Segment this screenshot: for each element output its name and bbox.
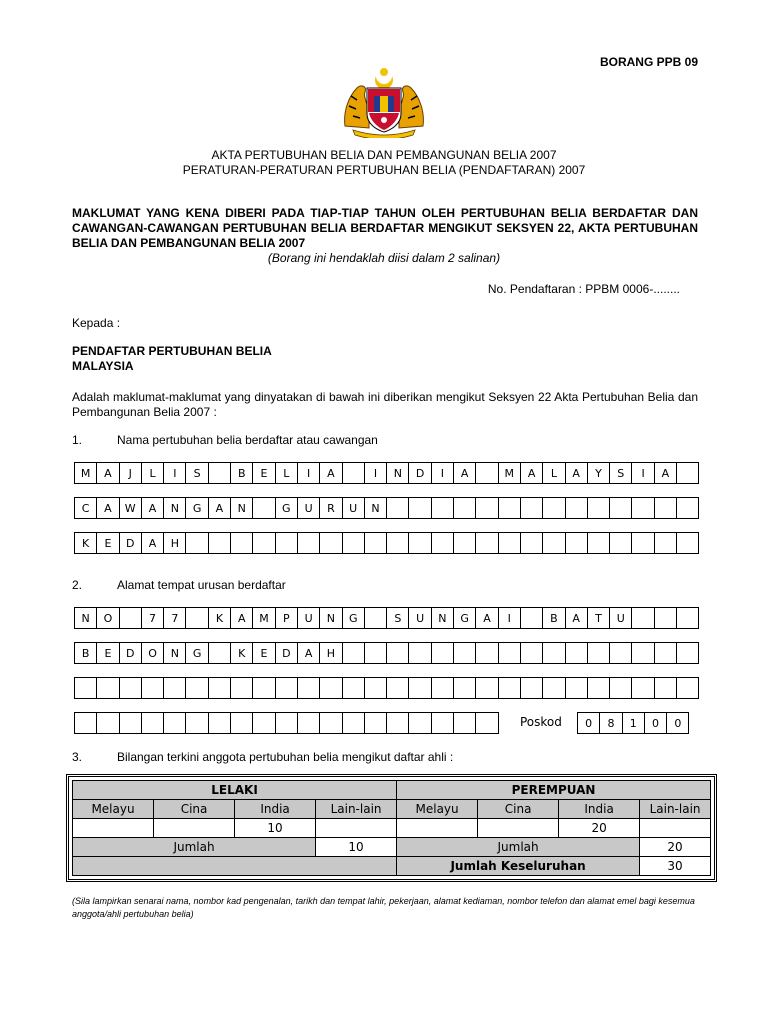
female-cina-value[interactable] [478,819,559,838]
address-row-3-cell[interactable] [566,678,588,699]
act-title: AKTA PERTUBUHAN BELIA DAN PEMBANGUNAN BELIA 2007 [211,148,557,162]
name-row-2-cell[interactable]: G [276,498,298,519]
q2-text: Alamat tempat urusan berdaftar [117,578,286,592]
name-row-3-cell[interactable] [186,533,208,554]
address-row-3-cell[interactable] [209,678,231,699]
male-col-india: India [235,800,316,819]
name-row-3-cell[interactable] [566,533,588,554]
name-row-2-cell[interactable] [588,498,610,519]
name-row-2-cell[interactable]: A [97,498,119,519]
poskod-field-cell[interactable]: 1 [623,713,645,734]
address-row-2-cell[interactable]: E [97,643,119,664]
name-row-3-cell[interactable]: A [142,533,164,554]
address-row-4-cell[interactable] [231,713,253,734]
intro-paragraph: Adalah maklumat-maklumat yang dinyatakan di bawah ini diberikan mengikut Seksyen 22 Akta Pertubuhan Belia dan Pembangunan Belia 2007 : [72,390,698,419]
name-row-1-cell[interactable] [343,463,365,484]
q3-text: Bilangan terkini anggota pertubuhan belia mengikut daftar ahli : [117,750,454,764]
female-col-melayu: Melayu [397,800,478,819]
name-row-3-cell[interactable] [432,533,454,554]
address-row-2-cell[interactable] [387,643,409,664]
form-code: BORANG PPB 09 [599,55,698,69]
address-row-4-cell[interactable] [120,713,142,734]
name-row-1-cell[interactable]: J [120,463,142,484]
address-row-2-cell[interactable] [543,643,565,664]
name-row-2-cell[interactable]: C [75,498,97,519]
address-row-3-cell[interactable] [543,678,565,699]
address-row-2-cell[interactable]: D [120,643,142,664]
address-row-4-cell[interactable] [320,713,342,734]
address-row-1-cell[interactable]: G [454,608,476,629]
address-row-4-cell[interactable] [454,713,476,734]
name-row-1-cell[interactable] [209,463,231,484]
registration-number: No. Pendaftaran : PPBM 0006-........ [487,282,680,296]
malaysia-coat-of-arms-icon [339,66,429,138]
address-row-4-cell[interactable] [209,713,231,734]
name-row-3-cell[interactable] [677,533,699,554]
address-row-4-cell[interactable] [75,713,97,734]
address-row-4[interactable] [74,712,499,734]
name-row-2-cell[interactable] [632,498,654,519]
q1-number: 1. [72,433,83,447]
regulation-title: PERATURAN-PERATURAN PERTUBUHAN BELIA (PENDAFTARAN) 2007 [182,163,586,177]
name-row-1-cell[interactable]: S [186,463,208,484]
address-row-2-cell[interactable]: B [75,643,97,664]
address-row-1-cell[interactable] [632,608,654,629]
poskod-field-cell[interactable]: 0 [645,713,667,734]
q1-text: Nama pertubuhan belia berdaftar atau cawangan [117,433,378,447]
name-row-1-cell[interactable]: L [276,463,298,484]
poskod-field-cell[interactable]: 0 [578,713,600,734]
registrar-address [72,344,272,374]
name-row-2-cell[interactable] [610,498,632,519]
address-row-4-cell[interactable] [476,713,498,734]
name-row-3-cell[interactable] [276,533,298,554]
name-row-1-cell[interactable]: M [75,463,97,484]
name-row-2-cell[interactable] [655,498,677,519]
grand-total-label: Jumlah Keseluruhan [397,857,640,876]
name-row-2-cell[interactable] [253,498,275,519]
name-row-2-cell[interactable]: U [298,498,320,519]
address-row-3-cell[interactable] [677,678,699,699]
address-row-1-cell[interactable] [677,608,699,629]
address-row-2-cell[interactable] [677,643,699,664]
address-row-3-cell[interactable] [365,678,387,699]
address-row-2-cell[interactable]: E [253,643,275,664]
address-row-2-cell[interactable] [209,643,231,664]
address-row-1-cell[interactable] [521,608,543,629]
address-row-1-cell[interactable]: U [610,608,632,629]
name-row-1-cell[interactable]: L [543,463,565,484]
address-row-2-cell[interactable] [476,643,498,664]
address-row-3-cell[interactable] [588,678,610,699]
footnote: (Sila lampirkan senarai nama, nombor kad pengenalan, tarikh dan tempat lahir, pekerjaan, alamat kediaman, nombor telefon dan alamat emel bagi kesemua anggota/ahli pertubuhan belia) [72,896,695,919]
male-india-value[interactable]: 10 [235,819,316,838]
address-row-4-cell[interactable] [343,713,365,734]
address-row-1-cell[interactable]: U [409,608,431,629]
poskod-field-cell[interactable]: 8 [600,713,622,734]
address-row-1-cell[interactable]: U [298,608,320,629]
name-row-3-cell[interactable] [476,533,498,554]
poskod-label: Poskod [520,715,562,729]
male-header: LELAKI [73,781,397,800]
name-row-2-cell[interactable] [677,498,699,519]
name-row-2[interactable] [74,497,699,519]
name-row-2-cell[interactable] [454,498,476,519]
address-row-1-cell[interactable]: N [320,608,342,629]
name-row-3-cell[interactable] [409,533,431,554]
address-row-3-cell[interactable] [186,678,208,699]
name-row-3-cell[interactable] [655,533,677,554]
address-row-1-cell[interactable] [186,608,208,629]
address-row-1-cell[interactable]: A [566,608,588,629]
name-row-1-cell[interactable] [476,463,498,484]
female-india-value[interactable]: 20 [559,819,640,838]
address-row-3-cell[interactable] [75,678,97,699]
male-col-melayu: Melayu [73,800,154,819]
to-label: Kepada : [72,316,121,330]
address-row-1-cell[interactable]: P [276,608,298,629]
male-total[interactable]: 10 [316,838,397,857]
name-row-3[interactable] [74,532,699,554]
name-row-2-cell[interactable] [409,498,431,519]
address-row-1-cell[interactable]: S [387,608,409,629]
name-row-2-cell[interactable]: G [186,498,208,519]
name-row-3-cell[interactable]: E [97,533,119,554]
name-row-2-cell[interactable]: N [164,498,186,519]
address-row-4-cell[interactable] [409,713,431,734]
address-row-2-cell[interactable] [610,643,632,664]
grand-total-spacer [73,857,397,876]
address-row-4-cell[interactable] [387,713,409,734]
name-row-1-cell[interactable]: N [387,463,409,484]
address-row-2-cell[interactable]: K [231,643,253,664]
name-row-1-cell[interactable]: A [320,463,342,484]
name-row-1-cell[interactable]: D [409,463,431,484]
address-row-2-cell[interactable] [409,643,431,664]
address-row-3-cell[interactable] [409,678,431,699]
name-row-1[interactable] [74,462,699,484]
name-row-1-cell[interactable]: I [632,463,654,484]
address-row-2-cell[interactable]: D [276,643,298,664]
address-row-3-cell[interactable] [164,678,186,699]
address-row-3-cell[interactable] [476,678,498,699]
name-row-1-cell[interactable]: I [164,463,186,484]
female-col-lain: Lain-lain [640,800,711,819]
address-row-1-cell[interactable]: N [432,608,454,629]
name-row-2-cell[interactable] [566,498,588,519]
name-row-2-cell[interactable] [521,498,543,519]
address-row-1-cell[interactable] [120,608,142,629]
name-row-3-cell[interactable]: D [120,533,142,554]
name-row-2-cell[interactable] [432,498,454,519]
address-row-1-cell[interactable]: N [75,608,97,629]
address-row-4-cell[interactable] [276,713,298,734]
name-row-3-cell[interactable] [343,533,365,554]
name-row-3-cell[interactable] [298,533,320,554]
poskod-field[interactable] [577,712,689,734]
address-row-1-cell[interactable]: B [543,608,565,629]
address-row-4-cell[interactable] [298,713,320,734]
members-table [66,774,717,882]
address-row-2-cell[interactable] [655,643,677,664]
name-row-1-cell[interactable]: A [97,463,119,484]
name-row-1-cell[interactable]: M [499,463,521,484]
female-col-cina: Cina [478,800,559,819]
male-col-cina: Cina [154,800,235,819]
name-row-1-cell[interactable]: A [566,463,588,484]
female-melayu-value[interactable] [397,819,478,838]
name-row-2-cell[interactable]: A [209,498,231,519]
name-row-1-cell[interactable]: A [655,463,677,484]
name-row-3-cell[interactable] [387,533,409,554]
address-row-3-cell[interactable] [499,678,521,699]
female-col-india: India [559,800,640,819]
address-row-1-cell[interactable]: G [343,608,365,629]
address-row-4-cell[interactable] [142,713,164,734]
name-row-1-cell[interactable]: B [231,463,253,484]
name-row-3-cell[interactable] [499,533,521,554]
address-row-1-cell[interactable]: M [253,608,275,629]
name-row-3-cell[interactable] [454,533,476,554]
name-row-2-cell[interactable]: N [365,498,387,519]
name-row-1-cell[interactable] [677,463,699,484]
address-row-2-cell[interactable] [365,643,387,664]
address-row-3-cell[interactable] [655,678,677,699]
name-row-2-cell[interactable] [499,498,521,519]
male-melayu-value[interactable] [73,819,154,838]
name-row-3-cell[interactable] [543,533,565,554]
name-row-3-cell[interactable]: K [75,533,97,554]
address-row-2-cell[interactable] [588,643,610,664]
address-row-1-cell[interactable]: I [499,608,521,629]
address-row-1-cell[interactable]: T [588,608,610,629]
address-row-1-cell[interactable] [365,608,387,629]
address-row-2-cell[interactable] [632,643,654,664]
address-row-3-cell[interactable] [387,678,409,699]
name-row-3-cell[interactable] [365,533,387,554]
address-row-2-cell[interactable] [499,643,521,664]
address-row-2-cell[interactable] [343,643,365,664]
registrar-line-1: PENDAFTAR PERTUBUHAN BELIA [72,344,272,358]
male-jumlah-label: Jumlah [73,838,316,857]
address-row-4-cell[interactable] [164,713,186,734]
registrar-line-2: MALAYSIA [72,359,134,373]
name-row-3-cell[interactable] [588,533,610,554]
q3-number: 3. [72,750,83,764]
address-row-4-cell[interactable] [186,713,208,734]
address-row-1-cell[interactable]: 7 [164,608,186,629]
name-row-3-cell[interactable] [231,533,253,554]
address-row-3-cell[interactable] [120,678,142,699]
address-row-2-cell[interactable]: H [320,643,342,664]
address-row-3-cell[interactable] [432,678,454,699]
address-row-3-cell[interactable] [97,678,119,699]
name-row-1-cell[interactable]: A [454,463,476,484]
address-row-2-cell[interactable] [566,643,588,664]
female-lain-value[interactable] [640,819,711,838]
name-row-1-cell[interactable]: E [253,463,275,484]
female-header: PEREMPUAN [397,781,711,800]
address-row-2-cell[interactable] [432,643,454,664]
name-row-3-cell[interactable]: H [164,533,186,554]
address-row-2-cell[interactable] [521,643,543,664]
heading-note: (Borang ini hendaklah diisi dalam 2 salinan) [267,251,501,265]
address-row-3-cell[interactable] [610,678,632,699]
name-row-1-cell[interactable]: I [432,463,454,484]
name-row-1-cell[interactable]: I [365,463,387,484]
address-row-2[interactable] [74,642,699,664]
address-row-3[interactable] [74,677,699,699]
address-row-4-cell[interactable] [97,713,119,734]
name-row-1-cell[interactable]: S [610,463,632,484]
name-row-3-cell[interactable] [521,533,543,554]
form-heading: MAKLUMAT YANG KENA DIBERI PADA TIAP-TIAP TAHUN OLEH PERTUBUHAN BELIA BERDAFTAR DAN CAWANGAN-CAWANGAN PERTUBUHAN BELIA BERDAFTAR MENGIKUT SEKSYEN 22, AKTA PERTUBUHAN BELIA DAN PEMBANGUNAN BELIA 2007 [72,206,698,250]
address-row-3-cell[interactable] [521,678,543,699]
address-row-3-cell[interactable] [320,678,342,699]
address-row-3-cell[interactable] [454,678,476,699]
female-jumlah-label: Jumlah [397,838,640,857]
address-row-3-cell[interactable] [231,678,253,699]
address-row-2-cell[interactable]: N [164,643,186,664]
address-row-1-cell[interactable]: A [231,608,253,629]
name-row-2-cell[interactable]: N [231,498,253,519]
name-row-3-cell[interactable] [209,533,231,554]
address-row-1-cell[interactable]: A [476,608,498,629]
name-row-3-cell[interactable] [320,533,342,554]
address-row-1-cell[interactable] [655,608,677,629]
q2-number: 2. [72,578,83,592]
name-row-1-cell[interactable]: L [142,463,164,484]
name-row-2-cell[interactable] [476,498,498,519]
address-row-3-cell[interactable] [142,678,164,699]
address-row-3-cell[interactable] [632,678,654,699]
address-row-1-cell[interactable]: 7 [142,608,164,629]
male-col-lain: Lain-lain [316,800,397,819]
name-row-1-cell[interactable]: Y [588,463,610,484]
male-cina-value[interactable] [154,819,235,838]
name-row-1-cell[interactable]: I [298,463,320,484]
name-row-3-cell[interactable] [610,533,632,554]
address-row-3-cell[interactable] [343,678,365,699]
poskod-field-cell[interactable]: 0 [667,713,689,734]
address-row-2-cell[interactable]: O [142,643,164,664]
name-row-2-cell[interactable]: A [142,498,164,519]
name-row-2-cell[interactable]: U [343,498,365,519]
grand-total[interactable]: 30 [640,857,711,876]
male-lain-value[interactable] [316,819,397,838]
name-row-2-cell[interactable]: W [120,498,142,519]
address-row-2-cell[interactable] [454,643,476,664]
address-row-3-cell[interactable] [253,678,275,699]
address-row-1-cell[interactable]: O [97,608,119,629]
address-row-4-cell[interactable] [253,713,275,734]
name-row-3-cell[interactable] [253,533,275,554]
name-row-2-cell[interactable]: R [320,498,342,519]
address-row-3-cell[interactable] [298,678,320,699]
name-row-1-cell[interactable]: A [521,463,543,484]
name-row-2-cell[interactable] [543,498,565,519]
address-row-1[interactable] [74,607,699,629]
address-row-2-cell[interactable]: G [186,643,208,664]
address-row-4-cell[interactable] [365,713,387,734]
name-row-3-cell[interactable] [632,533,654,554]
name-row-2-cell[interactable] [387,498,409,519]
address-row-2-cell[interactable]: A [298,643,320,664]
address-row-1-cell[interactable]: K [209,608,231,629]
female-total[interactable]: 20 [640,838,711,857]
address-row-4-cell[interactable] [432,713,454,734]
address-row-3-cell[interactable] [276,678,298,699]
